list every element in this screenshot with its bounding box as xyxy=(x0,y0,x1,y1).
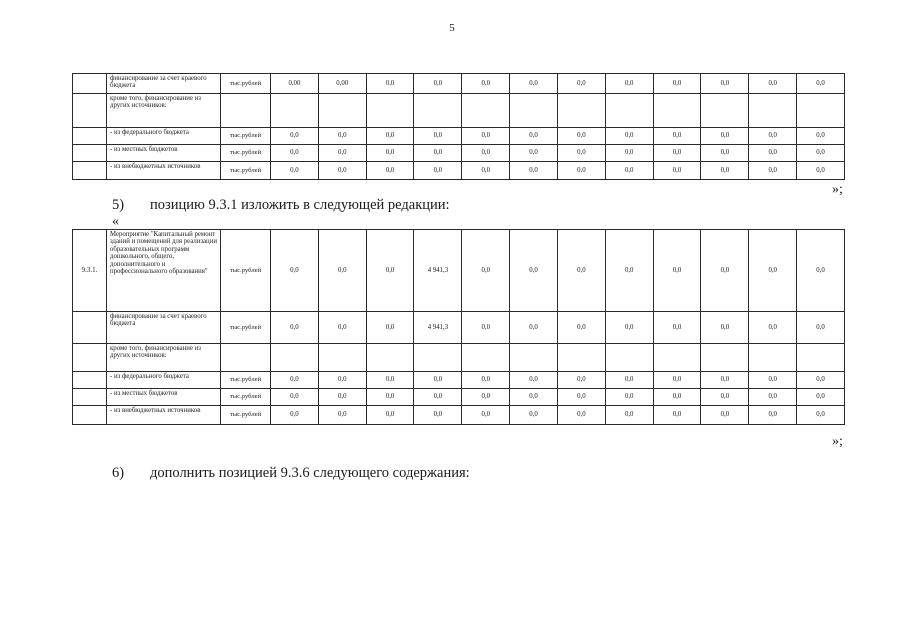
value-cell: 0,0 xyxy=(653,406,701,425)
value-cell: 0,0 xyxy=(797,145,845,162)
value-cell: 0,0 xyxy=(271,406,319,425)
paragraph-text: дополнить позицией 9.3.6 следующего содержания: xyxy=(150,465,470,481)
value-cell: 0,0 xyxy=(653,372,701,389)
value-cell: 0,0 xyxy=(749,230,797,312)
value-cell: 0,0 xyxy=(414,389,462,406)
value-cell: 4 941,3 xyxy=(414,312,462,344)
value-cell: 0,0 xyxy=(366,389,414,406)
description-cell: - из внебюджетных источников xyxy=(107,162,221,180)
value-cell: 0,0 xyxy=(318,372,366,389)
value-cell: 0,0 xyxy=(797,312,845,344)
paragraph-text: позицию 9.3.1 изложить в следующей редакции: xyxy=(150,197,450,213)
value-cell: 0,0 xyxy=(557,406,605,425)
value-cell xyxy=(414,94,462,128)
value-cell: 0,0 xyxy=(701,162,749,180)
unit-cell: тыс.рублей xyxy=(221,372,271,389)
paragraph-number: 5) xyxy=(112,197,125,213)
table-row xyxy=(73,128,845,145)
value-cell: 0,0 xyxy=(605,128,653,145)
value-cell xyxy=(557,344,605,372)
value-cell xyxy=(749,344,797,372)
description-cell: - из внебюджетных источников xyxy=(107,406,221,425)
value-cell xyxy=(797,344,845,372)
value-cell: 0,0 xyxy=(462,74,510,94)
value-cell: 0,0 xyxy=(557,230,605,312)
description-cell: финансирование за счет краевого бюджета xyxy=(107,74,221,94)
value-cell: 0,0 xyxy=(557,74,605,94)
opening-quote: « xyxy=(112,214,119,229)
table-row xyxy=(73,94,845,128)
value-cell: 0,0 xyxy=(366,406,414,425)
financing-table-continued xyxy=(72,73,845,180)
value-cell: 0,0 xyxy=(557,312,605,344)
value-cell: 0,0 xyxy=(605,406,653,425)
value-cell: 0,0 xyxy=(462,145,510,162)
value-cell: 0,0 xyxy=(318,230,366,312)
value-cell: 0,0 xyxy=(366,230,414,312)
value-cell xyxy=(653,344,701,372)
value-cell: 0,0 xyxy=(797,230,845,312)
value-cell: 0,0 xyxy=(462,389,510,406)
value-cell: 0,0 xyxy=(318,128,366,145)
value-cell: 0,0 xyxy=(271,312,319,344)
position-number-cell xyxy=(73,344,107,372)
unit-cell: тыс.рублей xyxy=(221,230,271,312)
description-cell: - из федерального бюджета xyxy=(107,128,221,145)
value-cell: 0,0 xyxy=(701,312,749,344)
value-cell: 0,0 xyxy=(797,406,845,425)
position-number-cell xyxy=(73,74,107,94)
value-cell: 0,0 xyxy=(414,145,462,162)
value-cell xyxy=(271,94,319,128)
table-row xyxy=(73,162,845,180)
value-cell: 0,0 xyxy=(318,312,366,344)
value-cell: 0,0 xyxy=(605,162,653,180)
value-cell: 0,0 xyxy=(462,230,510,312)
value-cell: 0,0 xyxy=(605,389,653,406)
value-cell xyxy=(318,344,366,372)
unit-cell: тыс.рублей xyxy=(221,389,271,406)
value-cell: 0,0 xyxy=(366,128,414,145)
value-cell: 0,0 xyxy=(271,372,319,389)
value-cell: 0,0 xyxy=(749,406,797,425)
value-cell: 0,0 xyxy=(701,406,749,425)
value-cell xyxy=(605,344,653,372)
value-cell: 0,0 xyxy=(653,74,701,94)
value-cell: 0,0 xyxy=(462,312,510,344)
value-cell: 0,0 xyxy=(653,312,701,344)
value-cell: 0,0 xyxy=(414,372,462,389)
value-cell: 0,0 xyxy=(271,128,319,145)
value-cell: 0,0 xyxy=(462,162,510,180)
value-cell: 0,0 xyxy=(366,74,414,94)
value-cell: 0,0 xyxy=(414,128,462,145)
table-row xyxy=(73,406,845,425)
description-cell: - из местных бюджетов xyxy=(107,145,221,162)
value-cell: 0,0 xyxy=(366,145,414,162)
table-row xyxy=(73,230,845,312)
closing-quote: »; xyxy=(832,434,843,449)
description-cell: Мероприятие "Капитальный ремонт зданий и помещений для реализации образовательных программ дошкольного, общего, дополнительного и профессионального образования" xyxy=(107,230,221,312)
description-cell: - из федерального бюджета xyxy=(107,372,221,389)
unit-cell: тыс.рублей xyxy=(221,128,271,145)
value-cell: 0,0 xyxy=(510,312,558,344)
value-cell: 0,0 xyxy=(510,372,558,389)
unit-cell xyxy=(221,94,271,128)
table-row xyxy=(73,145,845,162)
value-cell xyxy=(510,344,558,372)
unit-cell: тыс.рублей xyxy=(221,74,271,94)
position-number-cell xyxy=(73,162,107,180)
value-cell: 0,0 xyxy=(366,312,414,344)
value-cell: 0,0 xyxy=(701,389,749,406)
value-cell: 0,0 xyxy=(318,162,366,180)
value-cell: 4 941,3 xyxy=(414,230,462,312)
value-cell: 0,0 xyxy=(462,128,510,145)
unit-cell: тыс.рублей xyxy=(221,162,271,180)
value-cell: 0,0 xyxy=(605,230,653,312)
description-cell: финансирование за счет краевого бюджета xyxy=(107,312,221,344)
value-cell: 0,0 xyxy=(414,74,462,94)
position-number-cell: 9.3.1. xyxy=(73,230,107,312)
value-cell: 0,0 xyxy=(749,372,797,389)
position-number-cell xyxy=(73,389,107,406)
value-cell xyxy=(797,94,845,128)
value-cell xyxy=(271,344,319,372)
value-cell: 0,0 xyxy=(605,312,653,344)
table-row xyxy=(73,74,845,94)
page-number: 5 xyxy=(449,22,455,34)
value-cell xyxy=(510,94,558,128)
description-cell: - из местных бюджетов xyxy=(107,389,221,406)
value-cell: 0,0 xyxy=(701,230,749,312)
unit-cell: тыс.рублей xyxy=(221,145,271,162)
value-cell: 0,0 xyxy=(797,389,845,406)
closing-quote: »; xyxy=(832,182,843,197)
value-cell xyxy=(366,94,414,128)
value-cell: 0,0 xyxy=(510,162,558,180)
paragraph-number: 6) xyxy=(112,465,125,481)
position-number-cell xyxy=(73,372,107,389)
value-cell: 0,0 xyxy=(701,128,749,145)
paragraph-6 xyxy=(112,465,470,482)
table-row xyxy=(73,372,845,389)
value-cell xyxy=(462,94,510,128)
value-cell: 0,0 xyxy=(271,230,319,312)
value-cell xyxy=(318,94,366,128)
position-number-cell xyxy=(73,406,107,425)
unit-cell xyxy=(221,344,271,372)
value-cell: 0,0 xyxy=(366,162,414,180)
value-cell: 0,0 xyxy=(701,74,749,94)
value-cell: 0,0 xyxy=(797,372,845,389)
value-cell xyxy=(653,94,701,128)
value-cell: 0,0 xyxy=(653,145,701,162)
value-cell: 0,0 xyxy=(605,145,653,162)
value-cell: 0,0 xyxy=(653,389,701,406)
value-cell: 0,0 xyxy=(510,389,558,406)
value-cell: 0,0 xyxy=(510,128,558,145)
value-cell: 0,0 xyxy=(749,312,797,344)
description-cell: кроме того, финансирование из других источников: xyxy=(107,94,221,128)
value-cell: 0,0 xyxy=(605,372,653,389)
value-cell: 0,0 xyxy=(701,145,749,162)
paragraph-5 xyxy=(112,197,450,214)
value-cell xyxy=(749,94,797,128)
value-cell: 0,0 xyxy=(510,145,558,162)
value-cell: 0,0 xyxy=(797,128,845,145)
value-cell: 0,00 xyxy=(271,74,319,94)
value-cell: 0,0 xyxy=(557,372,605,389)
value-cell: 0,0 xyxy=(749,389,797,406)
value-cell: 0,0 xyxy=(510,230,558,312)
value-cell: 0,0 xyxy=(510,74,558,94)
value-cell: 0,0 xyxy=(271,389,319,406)
value-cell: 0,0 xyxy=(797,162,845,180)
value-cell xyxy=(605,94,653,128)
value-cell: 0,0 xyxy=(653,230,701,312)
value-cell: 0,0 xyxy=(414,406,462,425)
value-cell: 0,0 xyxy=(318,389,366,406)
description-cell: кроме того, финансирование из других источников: xyxy=(107,344,221,372)
value-cell: 0,0 xyxy=(653,128,701,145)
value-cell: 0,0 xyxy=(749,162,797,180)
value-cell: 0,0 xyxy=(557,389,605,406)
position-number-cell xyxy=(73,94,107,128)
value-cell: 0,0 xyxy=(318,145,366,162)
value-cell: 0,0 xyxy=(797,74,845,94)
value-cell: 0,0 xyxy=(366,372,414,389)
value-cell: 0,0 xyxy=(462,406,510,425)
value-cell xyxy=(462,344,510,372)
value-cell: 0,0 xyxy=(271,162,319,180)
value-cell: 0,0 xyxy=(749,128,797,145)
unit-cell: тыс.рублей xyxy=(221,406,271,425)
value-cell: 0,0 xyxy=(414,162,462,180)
value-cell: 0,00 xyxy=(318,74,366,94)
value-cell xyxy=(701,94,749,128)
value-cell: 0,0 xyxy=(749,145,797,162)
value-cell: 0,0 xyxy=(749,74,797,94)
financing-table-9-3-1 xyxy=(72,229,845,425)
value-cell: 0,0 xyxy=(557,128,605,145)
value-cell xyxy=(414,344,462,372)
value-cell: 0,0 xyxy=(605,74,653,94)
value-cell xyxy=(701,344,749,372)
value-cell xyxy=(366,344,414,372)
table-row xyxy=(73,344,845,372)
table-row xyxy=(73,389,845,406)
value-cell: 0,0 xyxy=(318,406,366,425)
value-cell: 0,0 xyxy=(510,406,558,425)
unit-cell: тыс.рублей xyxy=(221,312,271,344)
table-row xyxy=(73,312,845,344)
value-cell: 0,0 xyxy=(557,162,605,180)
value-cell xyxy=(557,94,605,128)
value-cell: 0,0 xyxy=(653,162,701,180)
position-number-cell xyxy=(73,145,107,162)
value-cell: 0,0 xyxy=(271,145,319,162)
position-number-cell xyxy=(73,312,107,344)
value-cell: 0,0 xyxy=(462,372,510,389)
value-cell: 0,0 xyxy=(701,372,749,389)
position-number-cell xyxy=(73,128,107,145)
value-cell: 0,0 xyxy=(557,145,605,162)
